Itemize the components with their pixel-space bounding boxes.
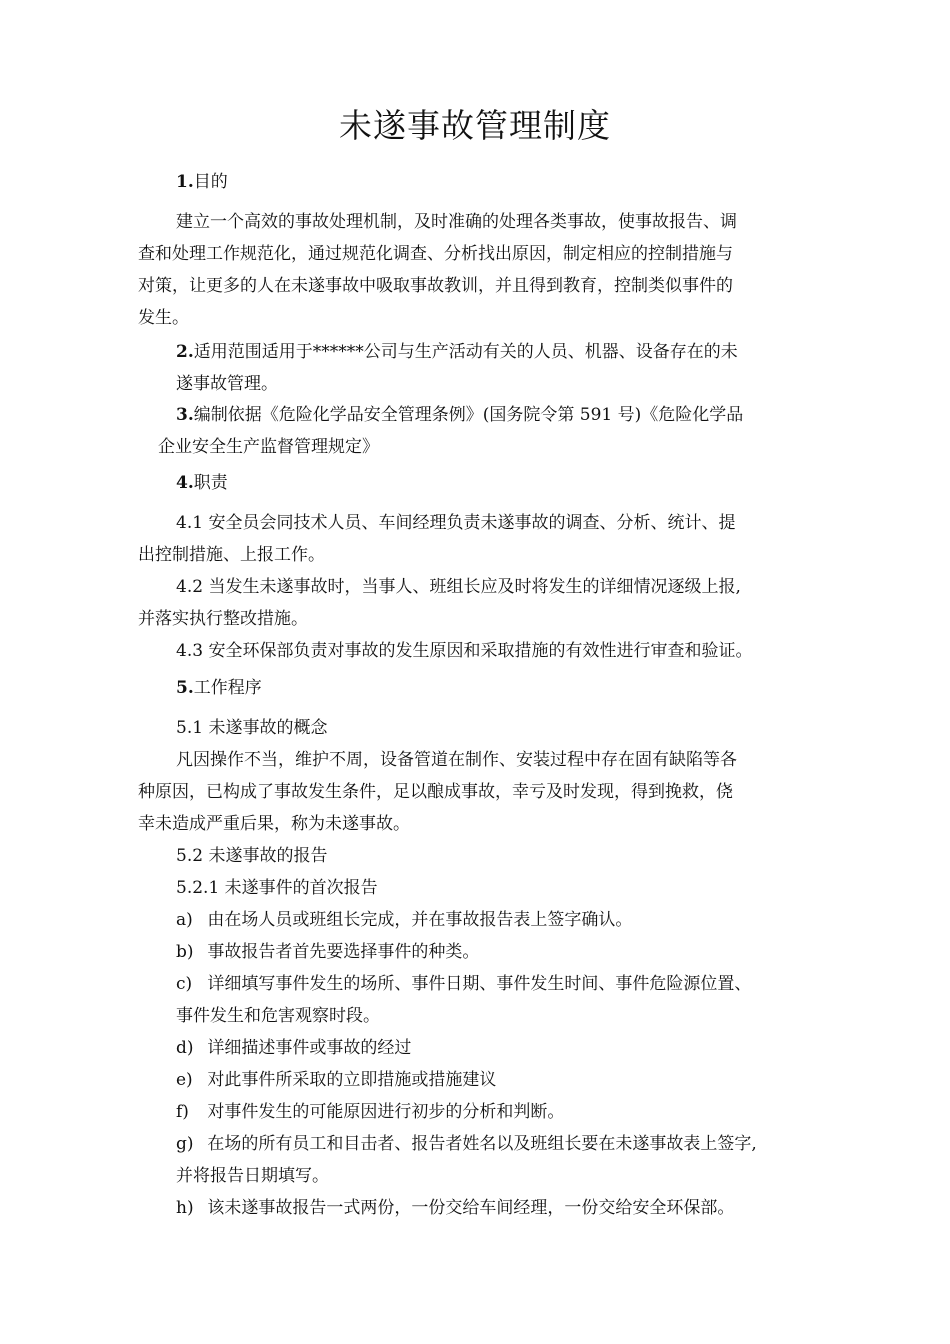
list-item-continuation: 并将报告日期填写。	[176, 1166, 329, 1186]
paragraph-line: 企业安全生产监督管理规定》	[158, 437, 379, 457]
list-item: d) 详细描述事件或事故的经过	[176, 1038, 412, 1058]
list-item-continuation: 事件发生和危害观察时段。	[176, 1006, 380, 1026]
paragraph-line: 并落实执行整改措施。	[138, 609, 308, 629]
paragraph-line: 编制依据《危险化学品安全管理条例》(国务院令第 591 号)《危险化学品	[193, 405, 744, 425]
paragraph-line: 凡因操作不当，维护不周，设备管道在制作、安装过程中存在固有缺陷等各	[176, 750, 737, 770]
list-item: f) 对事件发生的可能原因进行初步的分析和判断。	[176, 1102, 565, 1122]
subsection-heading: 5.2 未遂事故的报告	[176, 846, 328, 866]
list-item: c) 详细填写事件发生的场所、事件日期、事件发生时间、事件危险源位置、	[176, 974, 752, 994]
section-number: 1.	[176, 172, 194, 192]
paragraph-line: 发生。	[138, 308, 189, 328]
section-number: 2.	[176, 342, 194, 362]
section-5	[138, 672, 818, 704]
list-item: h) 该未遂事故报告一式两份，一份交给车间经理，一份交给安全环保部。	[176, 1198, 735, 1218]
page-title: 未遂事故管理制度	[339, 106, 611, 145]
report-steps-list	[138, 904, 818, 1224]
section-3	[138, 399, 818, 463]
section-heading: 目的	[193, 172, 228, 192]
list-item: g) 在场的所有员工和目击者、报告者姓名以及班组长要在未遂事故表上签字,	[176, 1134, 757, 1154]
list-item: e) 对此事件所采取的立即措施或措施建议	[176, 1070, 497, 1090]
subsection-heading: 5.2.1 未遂事件的首次报告	[176, 878, 378, 898]
paragraph-line: 查和处理工作规范化，通过规范化调查、分析找出原因，制定相应的控制措施与	[138, 244, 733, 264]
section-2	[138, 336, 818, 400]
paragraph-line: 4.3 安全环保部负责对事故的发生原因和采取措施的有效性进行审查和验证。	[176, 641, 753, 661]
paragraph-line: 4.1 安全员会同技术人员、车间经理负责未遂事故的调查、分析、统计、提	[176, 513, 736, 533]
section-number: 4.	[176, 473, 194, 493]
paragraph-line: 建立一个高效的事故处理机制，及时准确的处理各类事故，使事故报告、调	[176, 212, 737, 232]
subsection-heading: 5.1 未遂事故的概念	[176, 718, 328, 738]
paragraph-line: 遂事故管理。	[176, 374, 278, 394]
paragraph-line: 4.2 当发生未遂事故时，当事人、班组长应及时将发生的详细情况逐级上报,	[176, 577, 741, 597]
section-4-body	[138, 507, 818, 667]
section-heading: 工作程序	[193, 678, 262, 698]
paragraph-line: 幸未造成严重后果，称为未遂事故。	[138, 814, 410, 834]
section-1-body	[138, 206, 818, 334]
section-number: 3.	[176, 405, 194, 425]
paragraph-line: 出控制措施、上报工作。	[138, 545, 325, 565]
section-5-body	[138, 712, 818, 904]
section-heading: 职责	[193, 473, 228, 493]
list-item: a) 由在场人员或班组长完成，并在事故报告表上签字确认。	[176, 910, 633, 930]
section-1	[138, 166, 818, 198]
paragraph-line: 适用范围适用于******公司与生产活动有关的人员、机器、设备存在的未	[193, 342, 738, 362]
list-item: b) 事故报告者首先要选择事件的种类。	[176, 942, 480, 962]
paragraph-line: 种原因，已构成了事故发生条件，足以酿成事故，幸亏及时发现，得到挽救，侥	[138, 782, 733, 802]
section-number: 5.	[176, 678, 194, 698]
paragraph-line: 对策，让更多的人在未遂事故中吸取事故教训，并且得到教育，控制类似事件的	[138, 276, 733, 296]
section-4	[138, 467, 818, 499]
